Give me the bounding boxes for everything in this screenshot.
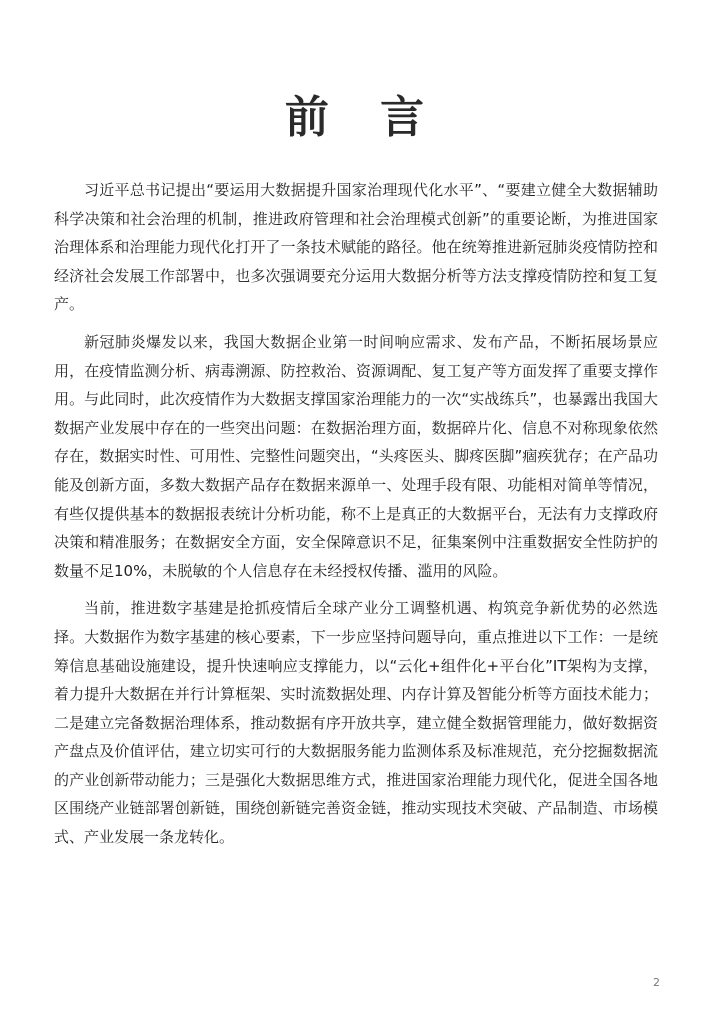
page-title: 前 言 — [284, 92, 443, 143]
paragraph-2: 新冠肺炎爆发以来，我国大数据企业第一时间响应需求、发布产品，不断拓展场景应用，在疫情监测分析、病毒溯源、防控救治、资源调配、复工复产等方面发挥了重要支撑作用。与此同时，此次疫情作为大数据支撑国家治理能力的一次“实战练兵”，也暴露出我国大数据产业发展中存在的一些突出问题：在数据治理方面，数据碎片化、信息不对称现象依然存在，数据实时性、可用性、完整性问题突出，“头疼医头、脚疼医脚”痼疾犹存；在产品功能及创新方面，多数大数据产品存在数据来源单一、处理手段有限、功能相对简单等情况，有些仅提供基本的数据报表统计分析功能，称不上是真正的大数据平台，无法有力支撑政府决策和精准服务；在数据安全方面，安全保障意识不足，征集案例中注重数据安全性防护的数量不足10%，未脱敏的个人信息存在未经授权传播、滥用的风险。 — [54, 332, 658, 580]
paragraph-3: 当前，推进数字基建是抢抓疫情后全球产业分工调整机遇、构筑竞争新优势的必然选择。大数据作为数字基建的核心要素，下一步应坚持问题导向，重点推进以下工作：一是统筹信息基础设施建设，提升快速响应支撑能力，以“云化+组件化+平台化”IT架构为支撑，着力提升大数据在并行计算框架、实时流数据处理、内存计算及智能分析等方面技术能力；二是建立完备数据治理体系，推动数据有序开放共享，建立健全数据管理能力，做好数据资产盘点及价值评估，建立切实可行的大数据服务能力监测体系及标准规范，充分挖掘数据流的产业创新带动能力；三是强化大数据思维方式，推进国家治理能力现代化，促进全国各地区围绕产业链部署创新链，围绕创新链完善资金链，推动实现技术突破、产品制造、市场模式、产业发展一条龙转化。 — [54, 599, 658, 847]
page-number: 2 — [653, 976, 660, 989]
paragraph-1: 习近平总书记提出“要运用大数据提升国家治理现代化水平”、“要建立健全大数据辅助科学决策和社会治理的机制，推进政府管理和社会治理模式创新”的重要论断，为推进国家治理体系和治理能力现代化打开了一条技术赋能的路径。他在统筹推进新冠肺炎疫情防控和经济社会发展工作部署中，也多次强调要充分运用大数据分析等方法支撑疫情防控和复工复产。 — [54, 181, 658, 314]
body-text — [54, 176, 658, 861]
